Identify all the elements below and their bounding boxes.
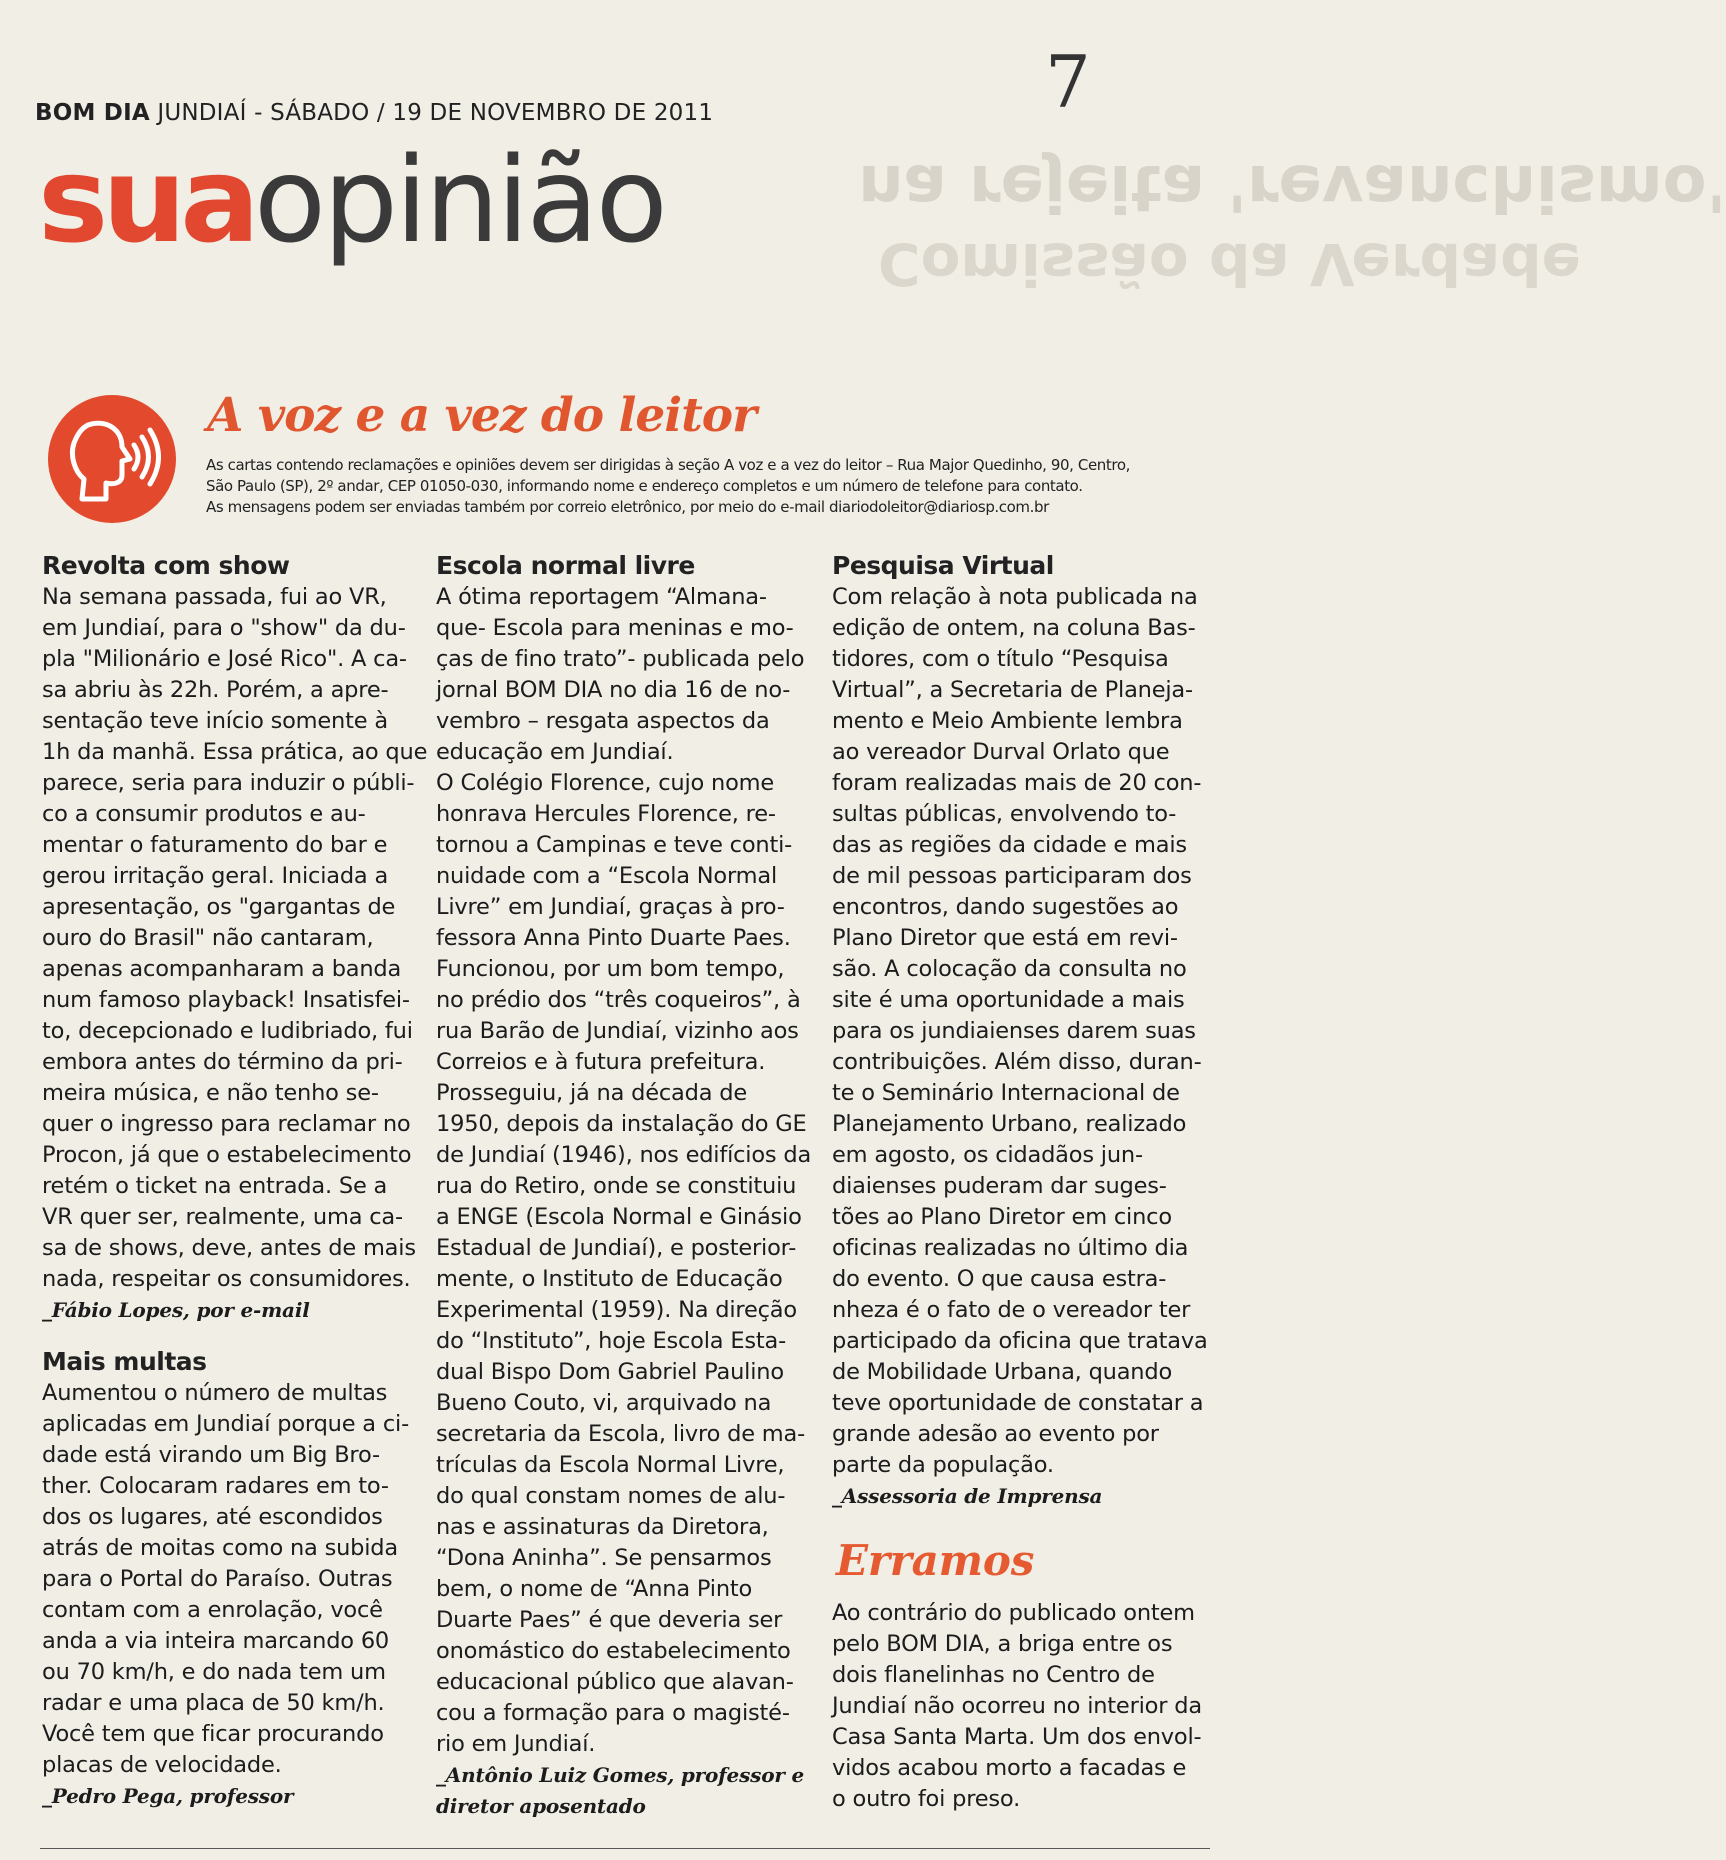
text-line: edição de ontem, na coluna Bas- <box>832 615 1196 641</box>
text-line: cou a formação para o magisté- <box>436 1700 790 1726</box>
dateline-text: JUNDIAÍ - SÁBADO / 19 DE NOVEMBRO DE 2011 <box>157 100 714 126</box>
text-line: nas e assinaturas da Diretora, <box>436 1514 769 1540</box>
text-line: to, decepcionado e ludibriado, fui <box>42 1018 413 1044</box>
text-line: Ao contrário do publicado ontem <box>832 1600 1195 1626</box>
letter-title: Escola normal livre <box>436 551 695 580</box>
handwritten-page-number: 7 <box>1045 40 1091 124</box>
text-line: a ENGE (Escola Normal e Ginásio <box>436 1204 802 1230</box>
text-line: Casa Santa Marta. Um dos envol- <box>832 1724 1202 1750</box>
text-line: mento e Meio Ambiente lembra <box>832 708 1183 734</box>
info-line: As mensagens podem ser enviadas também por correio eletrônico, por meio do e-mail diariodoleitor@diariosp.com.br <box>206 498 1049 516</box>
speaking-head-icon <box>48 395 176 523</box>
text-line: dos os lugares, até escondidos <box>42 1504 383 1530</box>
letter-signature: _Pedro Pega, professor <box>42 1784 294 1808</box>
text-line: apresentação, os "gargantas de <box>42 894 396 920</box>
brand-name: BOM DIA <box>35 100 150 126</box>
text-line: dual Bispo Dom Gabriel Paulino <box>436 1359 784 1385</box>
text-line: ouro do Brasil" não cantaram, <box>42 925 374 951</box>
text-line: Jundiaí não ocorreu no interior da <box>832 1693 1202 1719</box>
text-line: parte da população. <box>832 1452 1054 1478</box>
letter-title: Mais multas <box>42 1347 207 1376</box>
text-line: O Colégio Florence, cujo nome <box>436 770 775 796</box>
text-line: são. A colocação da consulta no <box>832 956 1187 982</box>
column-left <box>42 550 428 1812</box>
text-line: Na semana passada, fui ao VR, <box>42 584 387 610</box>
text-line: rua Barão de Jundiaí, vizinho aos <box>436 1018 799 1044</box>
text-line: contribuições. Além disso, duran- <box>832 1049 1202 1075</box>
text-line: para o Portal do Paraíso. Outras <box>42 1566 393 1592</box>
text-line: VR quer ser, realmente, uma ca- <box>42 1204 403 1230</box>
text-line: participado da oficina que tratava <box>832 1328 1208 1354</box>
text-line: Aumentou o número de multas <box>42 1380 388 1406</box>
column-right <box>832 550 1212 1815</box>
text-line: contam com a enrolação, você <box>42 1597 383 1623</box>
text-line: diaienses puderam dar suges- <box>832 1173 1167 1199</box>
voz-section-title: A voz e a vez do leitor <box>207 388 756 443</box>
text-line: para os jundiaienses darem suas <box>832 1018 1196 1044</box>
text-line: tidores, com o título “Pesquisa <box>832 646 1169 672</box>
letter-body <box>832 582 1212 1481</box>
text-line: do evento. O que causa estra- <box>832 1266 1167 1292</box>
text-line: Procon, já que o estabelecimento <box>42 1142 412 1168</box>
info-line: As cartas contendo reclamações e opiniões devem ser dirigidas à seção A voz e a vez do leitor – Rua Major Quedinho, 90, Centro, <box>206 456 1130 474</box>
text-line: do “Instituto”, hoje Escola Esta- <box>436 1328 786 1354</box>
text-line: Você tem que ficar procurando <box>42 1721 384 1747</box>
text-line: mentar o faturamento do bar e <box>42 832 388 858</box>
text-line: das as regiões da cidade e mais <box>832 832 1187 858</box>
text-line: fessora Anna Pinto Duarte Paes. <box>436 925 791 951</box>
letter-body <box>42 582 428 1295</box>
text-line: Virtual”, a Secretaria de Planeja- <box>832 677 1193 703</box>
text-line: ças de fino trato”- publicada pelo <box>436 646 805 672</box>
letter-title: Revolta com show <box>42 551 290 580</box>
text-line: secretaria da Escola, livro de ma- <box>436 1421 806 1447</box>
letter-body <box>436 582 812 1760</box>
text-line: Planejamento Urbano, realizado <box>832 1111 1187 1137</box>
letter-signature: diretor aposentado <box>436 1794 646 1818</box>
text-line: anda a via inteira marcando 60 <box>42 1628 390 1654</box>
bleed-line-2: Comissão da Verdade <box>878 230 1581 298</box>
text-line: trículas da Escola Normal Livre, <box>436 1452 785 1478</box>
text-line: Correios e à futura prefeitura. <box>436 1049 766 1075</box>
text-line: atrás de moitas como na subida <box>42 1535 398 1561</box>
text-line: ther. Colocaram radares em to- <box>42 1473 389 1499</box>
text-line: o outro foi preso. <box>832 1786 1021 1812</box>
text-line: aplicadas em Jundiaí porque a ci- <box>42 1411 409 1437</box>
info-line: São Paulo (SP), 2º andar, CEP 01050-030, informando nome e endereço completos e um número de telefone para contato. <box>206 477 1083 495</box>
text-line: sentação teve início somente à <box>42 708 388 734</box>
text-line: vembro – resgata aspectos da <box>436 708 770 734</box>
text-line: parece, seria para induzir o públi- <box>42 770 415 796</box>
text-line: Com relação à nota publicada na <box>832 584 1198 610</box>
text-line: vidos acabou morto a facadas e <box>832 1755 1187 1781</box>
text-line: Experimental (1959). Na direção <box>436 1297 797 1323</box>
text-line: encontros, dando sugestões ao <box>832 894 1179 920</box>
text-line: retém o ticket na entrada. Se a <box>42 1173 388 1199</box>
text-line: num famoso playback! Insatisfei- <box>42 987 410 1013</box>
text-line: oficinas realizadas no último dia <box>832 1235 1189 1261</box>
letter-signature: _Assessoria de Imprensa <box>832 1484 1103 1508</box>
text-line: jornal BOM DIA no dia 16 de no- <box>436 677 791 703</box>
text-line: mente, o Instituto de Educação <box>436 1266 783 1292</box>
dateline <box>35 100 713 126</box>
text-line: Funcionou, por um bom tempo, <box>436 956 785 982</box>
masthead-sua: sua <box>38 131 254 269</box>
text-line: bem, o nome de “Anna Pinto <box>436 1576 753 1602</box>
bleed-line-1: na rejeita 'revanchismo' <box>858 150 1726 224</box>
bleed-through-text <box>818 130 1726 360</box>
text-line: rua do Retiro, onde se constituiu <box>436 1173 797 1199</box>
letter-body <box>42 1378 412 1781</box>
text-line: de Mobilidade Urbana, quando <box>832 1359 1173 1385</box>
text-line: Estadual de Jundiaí), e posterior- <box>436 1235 797 1261</box>
text-line: “Dona Aninha”. Se pensarmos <box>436 1545 772 1571</box>
text-line: nheza é o fato de o vereador ter <box>832 1297 1191 1323</box>
text-line: no prédio dos “três coqueiros”, à <box>436 987 801 1013</box>
text-line: placas de velocidade. <box>42 1752 282 1778</box>
column-middle <box>436 550 812 1822</box>
text-line: Prosseguiu, já na década de <box>436 1080 747 1106</box>
text-line: quer o ingresso para reclamar no <box>42 1111 411 1137</box>
text-line: nada, respeitar os consumidores. <box>42 1266 411 1292</box>
letter-title: Pesquisa Virtual <box>832 551 1054 580</box>
text-line: em agosto, os cidadãos jun- <box>832 1142 1143 1168</box>
text-line: nuidade com a “Escola Normal <box>436 863 777 889</box>
text-line: Duarte Paes” é que deveria ser <box>436 1607 783 1633</box>
text-line: educação em Jundiaí. <box>436 739 674 765</box>
text-line: ao vereador Durval Orlato que <box>832 739 1170 765</box>
text-line: Plano Diretor que está em revi- <box>832 925 1178 951</box>
masthead-opiniao: opinião <box>253 131 665 269</box>
text-line: gerou irritação geral. Iniciada a <box>42 863 389 889</box>
text-line: dois flanelinhas no Centro de <box>832 1662 1155 1688</box>
text-line: A ótima reportagem “Almana- <box>436 584 767 610</box>
letter-signature: _Antônio Luiz Gomes, professor e <box>436 1763 804 1787</box>
text-line: ou 70 km/h, e do nada tem um <box>42 1659 386 1685</box>
text-line: 1950, depois da instalação do GE <box>436 1111 807 1137</box>
text-line: teve oportunidade de constatar a <box>832 1390 1204 1416</box>
text-line: 1h da manhã. Essa prática, ao que <box>42 739 428 765</box>
text-line: honrava Hercules Florence, re- <box>436 801 776 827</box>
text-line: educacional público que alavan- <box>436 1669 794 1695</box>
text-line: do qual constam nomes de alu- <box>436 1483 786 1509</box>
text-line: site é uma oportunidade a mais <box>832 987 1185 1013</box>
text-line: que- Escola para meninas e mo- <box>436 615 794 641</box>
text-line: grande adesão ao evento por <box>832 1421 1159 1447</box>
text-line: onomástico do estabelecimento <box>436 1638 791 1664</box>
text-line: embora antes do término da pri- <box>42 1049 403 1075</box>
text-line: te o Seminário Internacional de <box>832 1080 1180 1106</box>
text-line: apenas acompanharam a banda <box>42 956 402 982</box>
text-line: radar e uma placa de 50 km/h. <box>42 1690 385 1716</box>
erramos-body <box>832 1598 1212 1815</box>
text-line: foram realizadas mais de 20 con- <box>832 770 1202 796</box>
text-line: em Jundiaí, para o "show" da du- <box>42 615 406 641</box>
text-line: dade está virando um Big Bro- <box>42 1442 380 1468</box>
text-line: tões ao Plano Diretor em cinco <box>832 1204 1172 1230</box>
text-line: Bueno Couto, vi, arquivado na <box>436 1390 772 1416</box>
text-line: rio em Jundiaí. <box>436 1731 596 1757</box>
voz-section-info <box>206 455 1206 518</box>
text-line: sultas públicas, envolvendo to- <box>832 801 1177 827</box>
text-line: tornou a Campinas e teve conti- <box>436 832 793 858</box>
text-line: sa de shows, deve, antes de mais <box>42 1235 416 1261</box>
text-line: de Jundiaí (1946), nos edifícios da <box>436 1142 812 1168</box>
text-line: meira música, e não tenho se- <box>42 1080 379 1106</box>
text-line: de mil pessoas participaram dos <box>832 863 1192 889</box>
text-line: sa abriu às 22h. Porém, a apre- <box>42 677 389 703</box>
text-line: pelo BOM DIA, a briga entre os <box>832 1631 1173 1657</box>
erramos-title: Erramos <box>836 1536 1035 1585</box>
text-line: co a consumir produtos e au- <box>42 801 366 827</box>
section-masthead <box>38 131 665 269</box>
letter-signature: _Fábio Lopes, por e-mail <box>42 1298 310 1322</box>
text-line: Livre” em Jundiaí, graças à pro- <box>436 894 785 920</box>
bottom-rule <box>40 1848 1210 1849</box>
text-line: pla "Milionário e José Rico". A ca- <box>42 646 407 672</box>
